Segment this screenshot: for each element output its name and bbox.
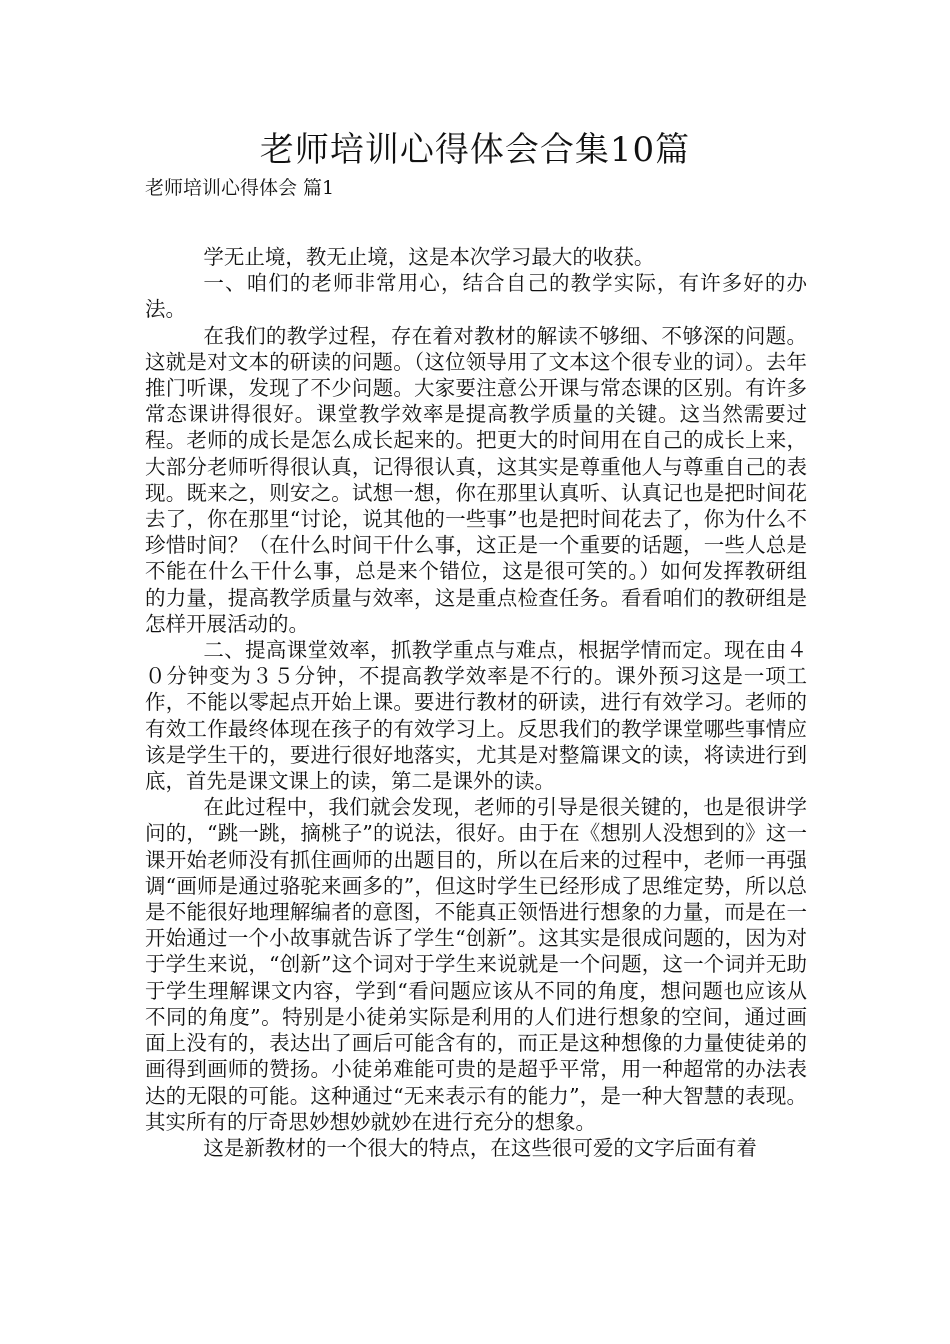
document-title: 老师培训心得体会合集10篇 [259, 130, 691, 170]
paragraph: 学无止境，教无止境，这是本次学习最大的收获。 [203, 245, 655, 269]
paragraph: 在此过程中，我们就会发现，老师的引导是很关键的，也是很讲学问的，“跳一跳，摘桃子”的说法，很好。由于在《想别人没想到的》这一课开始老师没有抓住画师的出题目的，所以在后来的过程中，老师一再强调“画师是通过骆驼来画多的”，但这时学生已经形成了思维定势，所以总是不能很好地理解编者的意图，不能真正领悟进行想象的力量，而是在一开始通过一个小故事就告诉了学生“创新”。这其实是很成问题的，因为对于学生来说，“创新”这个词对于学生来说就是一个问题，这一个词并无助于学生理解课文内容，学到“看问题应该从不同的角度，想问题也应该从不同的角度”。特别是小徒弟实际是利用的人们进行想象的空间，通过画面上没有的，表达出了画后可能含有的，而正是这种想像的力量使徒弟的画得到画师的赞扬。小徒弟难能可贵的是超乎平常，用一种超常的办法表达的无限的可能。这种通过“无来表示有的能力”，是一种大智慧的表现。其实所有的厅奇思妙想妙就妙在进行充分的想象。 [145, 795, 807, 1134]
paragraph: 这是新教材的一个很大的特点，在这些很可爱的文字后面有着 [203, 1135, 757, 1160]
paragraph: 二、提高课堂效率，抓教学重点与难点，根据学情而定。现在由４０分钟变为３５分钟，不提高教学效率是不行的。课外预习这是一项工作，不能以零起点开始上课。要进行教材的研读，进行有效学习。老师的有效工作最终体现在孩子的有效学习上。反思我们的教学课堂哪些事情应该是学生干的，要进行很好地落实，尤其是对整篇课文的读，将读进行到底，首先是课文课上的读，第二是课外的读。 [145, 638, 807, 794]
paragraph: 在我们的教学过程，存在着对教材的解读不够细、不够深的问题。这就是对文本的研读的问题。（这位领导用了文本这个很专业的词）。去年推门听课，发现了不少问题。大家要注意公开课与常态课的区别。有许多常态课讲得很好。课堂教学效率是提高教学质量的关键。这当然需要过程。老师的成长是怎么成长起来的。把更大的时间用在自己的成长上来，大部分老师听得很认真，记得很认真，这其实是尊重他人与尊重自己的表现。既来之，则安之。试想一想，你在那里认真听、认真记也是把时间花去了，你在那里“讨论，说其他的一些事”也是把时间花去了，你为什么不珍惜时间？（在什么时间干什么事，这正是一个重要的话题，一些人总是不能在什么干什么事，总是来个错位，这是很可笑的。）如何发挥教研组的力量，提高教学质量与效率，这是重点检查任务。看看咱们的教研组是怎样开展活动的。 [145, 323, 807, 636]
paragraph: 一、咱们的老师非常用心，结合自己的教学实际，有许多好的办法。 [145, 271, 807, 322]
document-subtitle: 老师培训心得体会 篇1 [145, 177, 335, 199]
document-body [145, 244, 807, 1161]
